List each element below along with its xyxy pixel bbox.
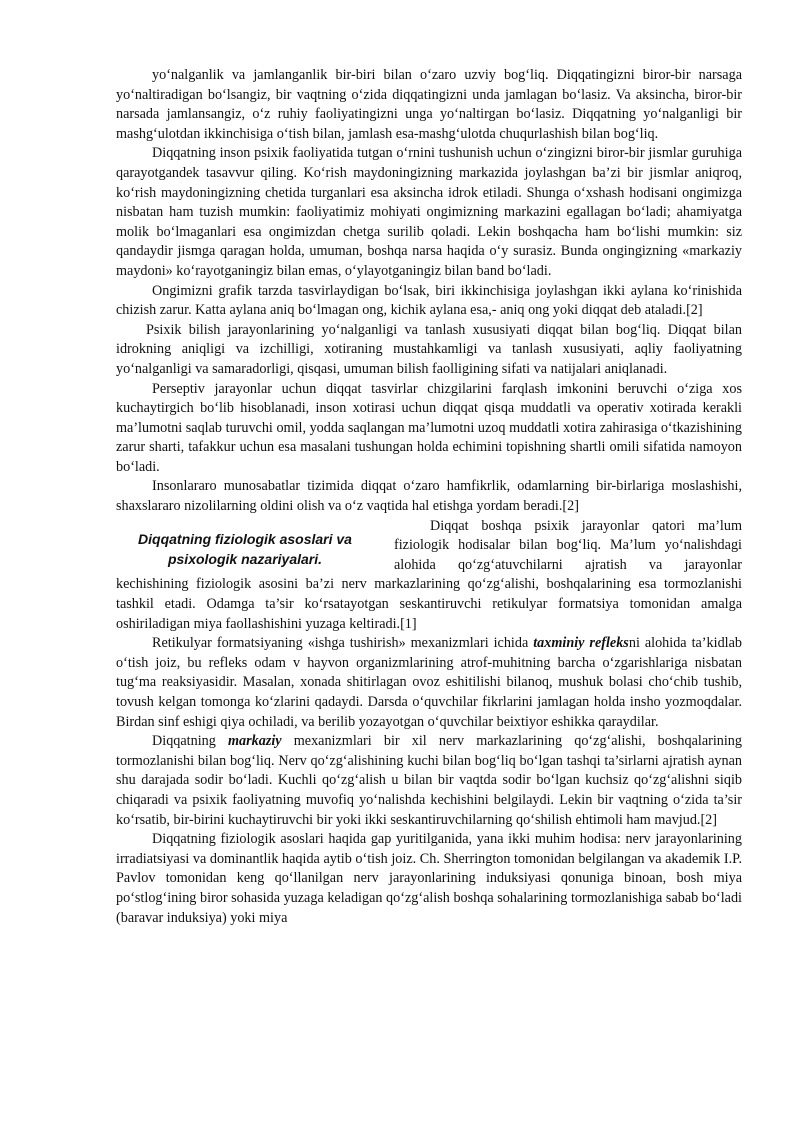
paragraph-6: Insonlararo munosabatlar tizimida diqqat o‘zaro hamfikrlik, odamlarning bir-birlariga moslashishi, shaxslararo nizolilarning oldini olish va o‘z vaqtida hal etishga yordam beradi.[2] (116, 478, 742, 515)
paragraph-1: yo‘nalganlik va jamlanganlik bir-biri bilan o‘zaro uzviy bog‘liq. Diqqatingizni biror-bir narsaga yo‘naltiradigan bo‘lsangiz, bir vaqtning o‘zida diqqatingizni unda jamlagan bo‘lasiz. Va aksincha, biror-bir narsada jamlansangiz, o‘z ruhiy faoliyatingizni unga yo‘naltirgan bo‘lasiz. Diqqatning yo‘nalganligi bir mashg‘ulotdan ikkinchisiga o‘tish bilan, jamlash esa-mashg‘ulotda chuqurlashish bilan bog‘liq. (116, 67, 742, 142)
paragraph-10: Diqqatning fiziologik asoslari haqida gap yuritilganida, yana ikki muhim hodisa: nerv jarayonlarining irradiatsiyasi va dominantlik haqida aytib o‘tish joiz. Ch. Sherrington tomonidan belgilangan va akademik I.P. Pavlov tomonidan keng qo‘llanilgan nerv jarayonlarining induksiyasi qonuniga binoan, bosh miya po‘stlog‘ining biror sohasida yuzaga keladigan qo‘zg‘alish boshqa sohalarining tormozlanishiga sabab bo‘ladi (baravar induksiya) yoki miya (116, 831, 742, 926)
paragraph-9-text-b: mexanizmlari bir xil nerv markazlarining qo‘zg‘alishi, boshqalarining tormozlanishi bilan bog‘liq. Nerv qo‘zg‘alishining kuchi bilan bog‘liq bo‘lgan tashqi ta’sirlarni ajratish aynan shu darajada sodir bo‘ladi. Kuchli qo‘zg‘alish u bilan bir vaqtda sodir bo‘lgan kuchsiz qo‘zg‘alishni siqib chiqaradi va psixik faoliyatning muvofiq yo‘nalishda kechishini belgilaydi. Lekin bir vaqtning o‘zida ta’sir ko‘rsatib, bir-birini kuchaytiruvchi bir yoki ikki seskantiruvchilarning qo‘shilish ehtimoli ham mavjud.[2] (116, 733, 742, 828)
paragraph-9 (116, 732, 742, 830)
paragraph-2: Diqqatning inson psixik faoliyatida tutgan o‘rnini tushunish uchun o‘zingizni biror-bir jismlar guruhiga qarayotgandek tasavvur qiling. Ko‘rish maydoningizning markazida joylashgan ba’zi bir jismlar aniqroq, ko‘rish maydoningizning chetida turganlari esa aksincha idrok etiladi. Shunga o‘xshash hodisani ongimizga nisbatan ham tuzish mumkin: faoliyatimiz mohiyati ongimizning markazini egallagan bo‘ladi; ahamiyatga molik bo‘lmaganlari esa ongimizdan chetga surilib qoladi. Lekin boshqacha ham bo‘lishi mumkin: siz qandaydir jismga qaragan holda, umuman, boshqa narsa haqida o‘y surasiz. Bunda ongingizning «markaziy maydoni» ko‘rayotganingiz bilan emas, o‘ylayotganingiz bilan band bo‘ladi. (116, 145, 742, 279)
paragraph-8-text-b: ni alohida ta’kidlab o‘tish joiz, bu refleks odam v hayvon organizmlarining atrof-muhitning barcha o‘zgarishlariga nisbatan tug‘ma reaksiyasidir. Masalan, xonada shitirlagan ovoz eshitilishi bilanoq, mushuk bolasi cho‘chib tushib, tovush kelgan tomonga ko‘zlarini qadaydi. Darsda o‘quvchilar fikrlarini jamlagan holda insho yozmoqdalar. Birdan sinf eshigi qiya ochiladi, va berilib yozayotgan o‘quvchilar beixtiyor eshikka qaraydilar. (116, 635, 742, 730)
paragraph-4: Psixik bilish jarayonlarining yo‘nalganligi va tanlash xususiyati diqqat bilan bog‘liq. Diqqat bilan idrokning aniqligi va izchilligi, xotiraning mustahkamligi va tanlash xususiyati, aqliy faoliyatning yo‘nalganligi va samaradorligi, qisqasi, umuman bilish faolligining sifati va natijalari aniqlanadi. (116, 321, 742, 377)
paragraph-8 (116, 634, 742, 732)
paragraph-5: Perseptiv jarayonlar uchun diqqat tasvirlar chizgilarini farqlash imkonini beruvchi o‘ziga xos kuchaytirgich bo‘lib hisoblanadi, inson xotirasi uchun diqqat qisqa muddatli va operativ xotirada kerakli ma’lumotni saqlab turuvchi omil, yodda saqlangan ma’lumotni uzoq muddatli xotira zahirasiga o‘tkazishining zarur sharti, tafakkur uchun esa masalani tushungan holda echimini topishning shartli omili sifatida namoyon bo‘ladi. (116, 380, 742, 475)
section-heading (116, 529, 374, 569)
paragraph-3: Ongimizni grafik tarzda tasvirlaydigan bo‘lsak, biri ikkinchisiga joylashgan ikki aylana ko‘rinishida chizish zarur. Katta aylana aniq bo‘lmagan ong, kichik aylana esa,- aniq ong yoki diqqat deb ataladi.[2] (116, 282, 742, 319)
term-taxminiy-refleks: taxminiy refleks (533, 635, 629, 652)
paragraph-9-text-a: Diqqatning (152, 733, 228, 750)
document-page (116, 66, 742, 928)
section-heading-line-1: Diqqatning fiziologik asoslari va (138, 530, 352, 547)
paragraph-7: Diqqat boshqa psixik jarayonlar qatori ma’lum fiziologik hodisalar bilan bog‘liq. Ma’lum yo‘nalishdagi alohida qo‘zg‘atuvchilarni ajratish va jarayonlar kechishining fiziologik asosini ba’zi nerv markazlarining qo‘zg‘alishi, boshqalarining esa tormozlanishi tashkil etadi. Odamga ta’sir ko‘rsatayotgan seskantiruvchi retikulyar formatsiya tomonidan amalga oshiriladigan miya faollashishini yuzaga keltiradi.[1] (116, 517, 742, 632)
term-markaziy: markaziy (227, 733, 282, 750)
paragraph-8-text-a: Retikulyar formatsiyaning «ishga tushirish» mexanizmlari ichida (152, 635, 534, 652)
section-heading-line-2: psixologik nazariyalari. (167, 550, 323, 567)
